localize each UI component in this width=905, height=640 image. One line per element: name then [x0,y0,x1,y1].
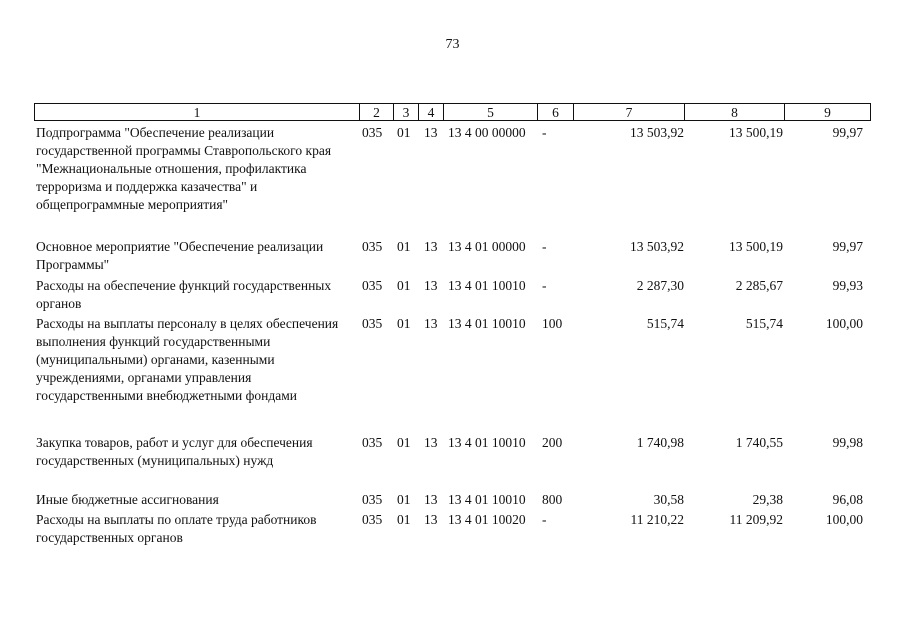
row-expense-type: - [542,239,547,254]
row-plan-value: 30,58 [653,492,684,507]
row-percent-value: 100,00 [825,316,863,331]
row-target-code: 13 4 00 00000 [448,125,526,140]
row-admin-code: 035 [362,435,383,450]
row-subsection-code: 13 [424,278,438,293]
page-number: 73 [445,37,460,52]
row-name: Иные бюджетные ассигнования [36,492,219,507]
row-admin-code: 035 [362,125,383,140]
row-name: Расходы на выплаты персоналу в целях обеспечения выполнения функций государственными (муниципальными) органами, казенными учреждениями, органами управления государственными внебюджетными фондами [36,316,339,403]
header-col-6: 6 [538,104,574,120]
header-col-3: 3 [394,104,419,120]
header-col-9: 9 [824,105,831,120]
row-percent-value: 99,93 [832,278,863,293]
row-percent-value: 99,97 [832,125,863,140]
row-name: Расходы на выплаты по оплате труда работников государственных органов [36,512,317,545]
row-expense-type: - [542,278,547,293]
row-name: Подпрограмма "Обеспечение реализации государственной программы Ставропольского края "Межнациональные отношения, профилактика терроризма и поддержка казачества" и общепрограммные мероприятия" [36,125,332,212]
table-header-row [34,103,871,121]
row-name: Основное мероприятие "Обеспечение реализации Программы" [36,239,324,272]
row-target-code: 13 4 01 10010 [448,435,526,450]
row-section-code: 01 [397,492,411,507]
row-fact-value: 515,74 [745,316,783,331]
row-fact-value: 1 740,55 [735,435,783,450]
row-fact-value: 11 209,92 [729,512,783,527]
row-plan-value: 11 210,22 [630,512,684,527]
row-percent-value: 100,00 [825,512,863,527]
row-name: Закупка товаров, работ и услуг для обеспечения государственных (муниципальных) нужд [36,435,313,468]
row-admin-code: 035 [362,239,383,254]
row-subsection-code: 13 [424,435,438,450]
row-plan-value: 1 740,98 [636,435,684,450]
row-subsection-code: 13 [424,239,438,254]
row-name: Расходы на обеспечение функций государственных органов [36,278,332,311]
row-plan-value: 2 287,30 [636,278,684,293]
row-plan-value: 515,74 [646,316,684,331]
row-subsection-code: 13 [424,316,438,331]
row-fact-value: 2 285,67 [735,278,783,293]
row-expense-type: 200 [542,435,563,450]
row-target-code: 13 4 01 00000 [448,239,526,254]
row-target-code: 13 4 01 10010 [448,278,526,293]
row-expense-type: - [542,512,547,527]
row-section-code: 01 [397,316,411,331]
row-expense-type: 100 [542,316,563,331]
row-target-code: 13 4 01 10010 [448,316,526,331]
row-fact-value: 13 500,19 [729,239,783,254]
row-target-code: 13 4 01 10020 [448,512,526,527]
row-expense-type: 800 [542,492,563,507]
row-percent-value: 99,98 [832,435,863,450]
row-admin-code: 035 [362,512,383,527]
row-admin-code: 035 [362,278,383,293]
row-percent-value: 96,08 [832,492,863,507]
row-section-code: 01 [397,435,411,450]
header-col-7: 7 [574,104,685,120]
header-col-1: 1 [35,104,360,120]
row-plan-value: 13 503,92 [630,125,684,140]
row-admin-code: 035 [362,492,383,507]
row-section-code: 01 [397,239,411,254]
row-fact-value: 13 500,19 [729,125,783,140]
row-subsection-code: 13 [424,512,438,527]
row-section-code: 01 [397,512,411,527]
row-subsection-code: 13 [424,492,438,507]
row-section-code: 01 [397,125,411,140]
row-fact-value: 29,38 [752,492,783,507]
row-percent-value: 99,97 [832,239,863,254]
row-expense-type: - [542,125,547,140]
header-col-5: 5 [444,104,538,120]
header-col-4: 4 [419,104,444,120]
row-target-code: 13 4 01 10010 [448,492,526,507]
row-section-code: 01 [397,278,411,293]
row-plan-value: 13 503,92 [630,239,684,254]
row-admin-code: 035 [362,316,383,331]
header-col-8: 8 [685,104,785,120]
header-col-2: 2 [360,104,394,120]
row-subsection-code: 13 [424,125,438,140]
